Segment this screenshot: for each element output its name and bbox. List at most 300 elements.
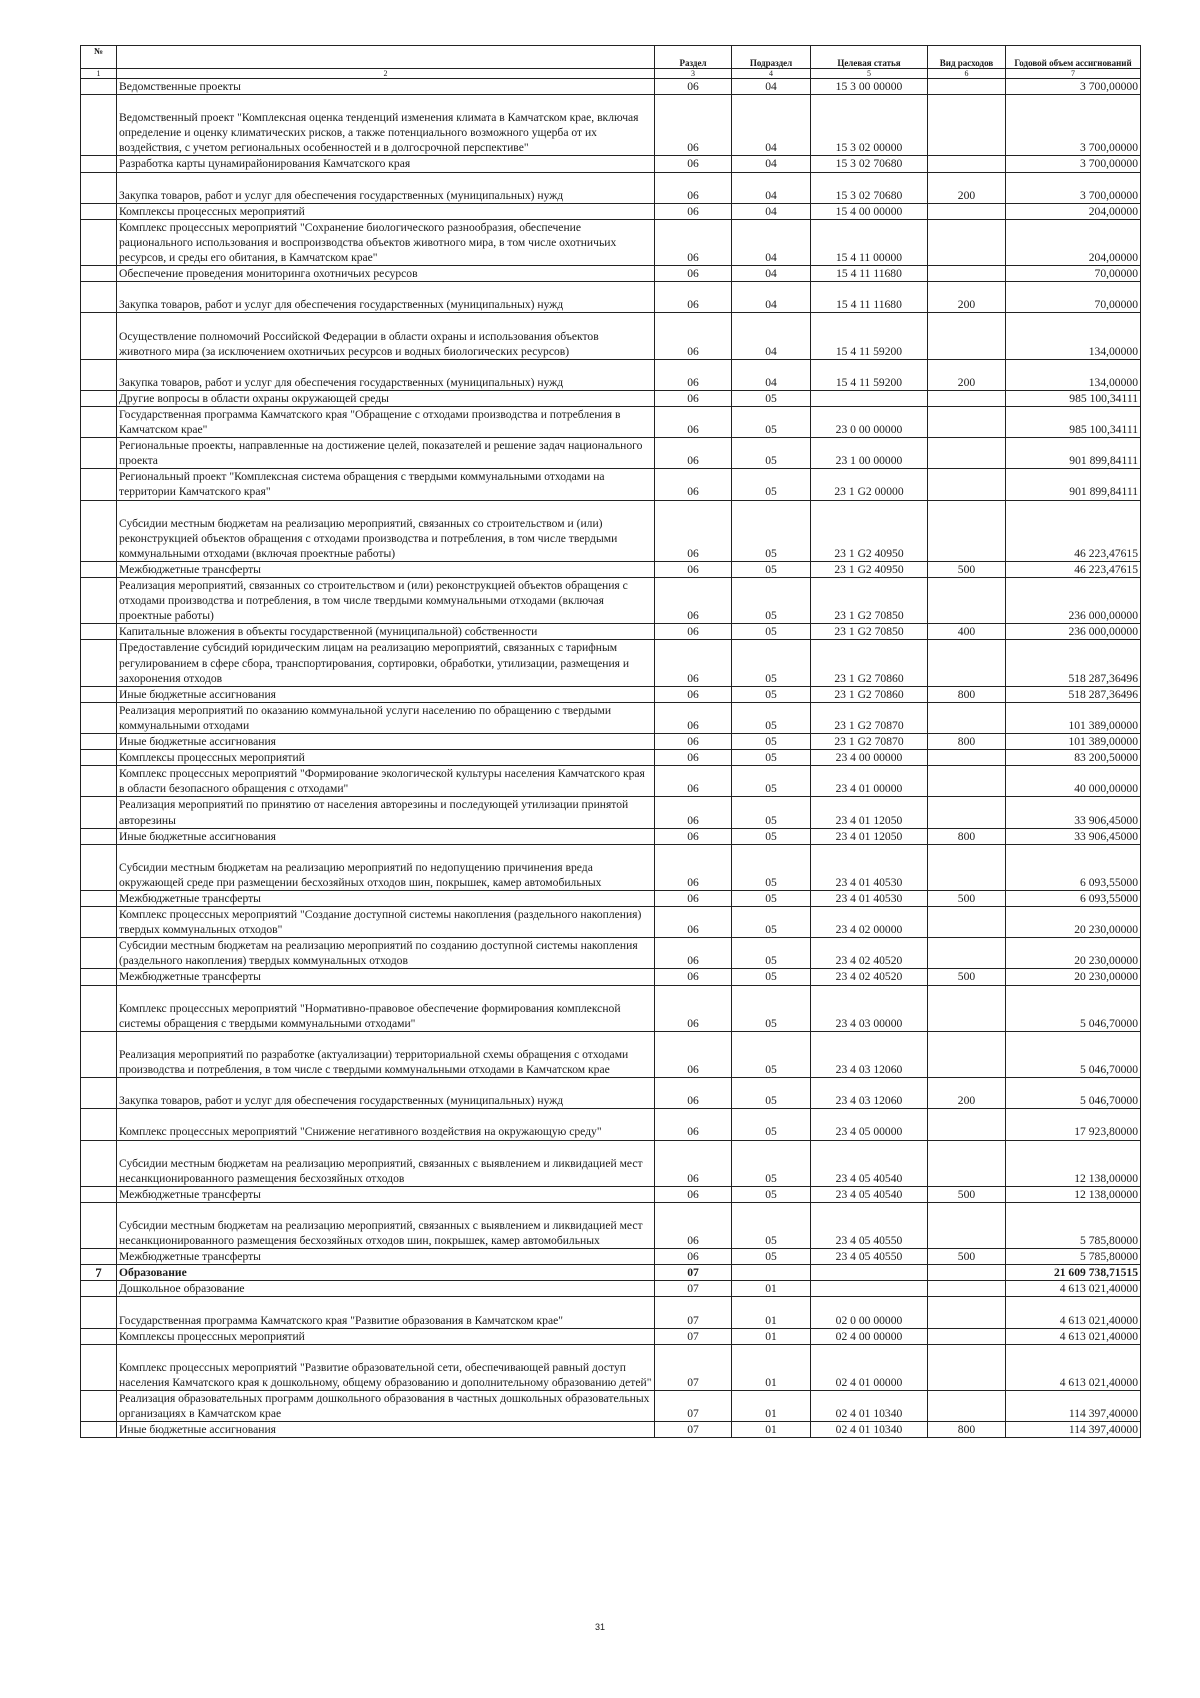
row-amount: 4 613 021,40000: [1006, 1344, 1141, 1390]
row-razdel: 07: [655, 1297, 732, 1328]
row-name: Комплексы процессных мероприятий: [117, 203, 655, 219]
header-index-3: 3: [655, 69, 732, 79]
row-podrazdel: 04: [732, 266, 811, 282]
row-target-article: 23 4 03 00000: [811, 985, 928, 1031]
row-podrazdel: 05: [732, 828, 811, 844]
table-row: [81, 359, 1141, 390]
row-razdel: 06: [655, 797, 732, 828]
row-name: Иные бюджетные ассигнования: [117, 828, 655, 844]
table-row: [81, 985, 1141, 1031]
row-razdel: 06: [655, 156, 732, 172]
row-number: [81, 313, 117, 359]
row-name: Иные бюджетные ассигнования: [117, 734, 655, 750]
table-row: [81, 79, 1141, 95]
row-number: [81, 359, 117, 390]
row-podrazdel: 01: [732, 1344, 811, 1390]
row-amount: 20 230,00000: [1006, 907, 1141, 938]
row-number: [81, 266, 117, 282]
table-row: [81, 282, 1141, 313]
row-target-article: 02 4 00 00000: [811, 1328, 928, 1344]
row-name: Комплекс процессных мероприятий "Развитие образовательной сети, обеспечивающей равный доступ населения Камчатского края к дошкольному, общему образованию и дополнительному образованию детей": [117, 1344, 655, 1390]
row-podrazdel: 01: [732, 1328, 811, 1344]
row-name: Субсидии местным бюджетам на реализацию мероприятий, связанных с выявлением и ликвидацией мест несанкционированного размещения бесхозяйных отходов: [117, 1140, 655, 1186]
row-razdel: 06: [655, 1109, 732, 1140]
row-expense-type: [928, 766, 1006, 797]
row-razdel: 07: [655, 1328, 732, 1344]
row-amount: 518 287,36496: [1006, 640, 1141, 686]
row-expense-type: [928, 844, 1006, 890]
row-number: [81, 219, 117, 265]
row-name: Государственная программа Камчатского края "Обращение с отходами производства и потребления в Камчатском крае": [117, 407, 655, 438]
row-podrazdel: 05: [732, 1202, 811, 1248]
row-name: Межбюджетные трансферты: [117, 1186, 655, 1202]
row-target-article: 02 4 01 10340: [811, 1422, 928, 1438]
table-row: [81, 844, 1141, 890]
row-name: Комплекс процессных мероприятий "Формирование экологической культуры населения Камчатского края в области безопасного обращения с отходами": [117, 766, 655, 797]
row-amount: 20 230,00000: [1006, 938, 1141, 969]
row-podrazdel: 05: [732, 1109, 811, 1140]
row-amount: 33 906,45000: [1006, 828, 1141, 844]
row-target-article: 23 4 03 12060: [811, 1031, 928, 1077]
row-target-article: 15 4 11 11680: [811, 266, 928, 282]
row-target-article: 23 4 05 40550: [811, 1202, 928, 1248]
row-amount: 12 138,00000: [1006, 1186, 1141, 1202]
row-target-article: 23 4 05 40550: [811, 1249, 928, 1265]
row-razdel: 06: [655, 890, 732, 906]
row-number: [81, 890, 117, 906]
row-amount: 4 613 021,40000: [1006, 1281, 1141, 1297]
row-amount: 901 899,84111: [1006, 469, 1141, 500]
row-podrazdel: 01: [732, 1391, 811, 1422]
row-name: Иные бюджетные ассигнования: [117, 686, 655, 702]
row-name: Реализация мероприятий, связанных со строительством и (или) реконструкцией объектов обращения с отходами производства и потребления, в том числе твердыми коммунальными отходами (включая проектные работы): [117, 578, 655, 624]
row-razdel: 06: [655, 766, 732, 797]
row-podrazdel: 05: [732, 907, 811, 938]
row-amount: 3 700,00000: [1006, 172, 1141, 203]
row-podrazdel: 04: [732, 95, 811, 156]
row-name: Обеспечение проведения мониторинга охотничьих ресурсов: [117, 266, 655, 282]
row-razdel: 06: [655, 734, 732, 750]
row-name: Другие вопросы в области охраны окружающей среды: [117, 390, 655, 406]
row-razdel: 06: [655, 79, 732, 95]
row-number: [81, 1202, 117, 1248]
row-target-article: 23 1 G2 00000: [811, 469, 928, 500]
row-amount: 3 700,00000: [1006, 156, 1141, 172]
row-amount: 985 100,34111: [1006, 407, 1141, 438]
table-row: [81, 172, 1141, 203]
row-number: [81, 1281, 117, 1297]
header-expense-type: Вид расходов: [928, 46, 1006, 69]
row-number: [81, 1249, 117, 1265]
row-expense-type: [928, 1140, 1006, 1186]
row-amount: 134,00000: [1006, 359, 1141, 390]
row-podrazdel: 01: [732, 1281, 811, 1297]
row-razdel: 06: [655, 172, 732, 203]
row-amount: 5 046,70000: [1006, 1031, 1141, 1077]
row-podrazdel: 04: [732, 219, 811, 265]
row-number: [81, 907, 117, 938]
row-target-article: 23 4 01 40530: [811, 890, 928, 906]
row-expense-type: [928, 1328, 1006, 1344]
row-podrazdel: 05: [732, 578, 811, 624]
header-number-row: [81, 69, 1141, 79]
row-number: [81, 702, 117, 733]
row-razdel: 06: [655, 828, 732, 844]
row-name: Межбюджетные трансферты: [117, 890, 655, 906]
row-name: Комплекс процессных мероприятий "Снижение негативного воздействия на окружающую среду": [117, 1109, 655, 1140]
row-expense-type: 500: [928, 1186, 1006, 1202]
row-podrazdel: 05: [732, 1140, 811, 1186]
row-target-article: 23 1 G2 40950: [811, 500, 928, 561]
row-amount: 6 093,55000: [1006, 844, 1141, 890]
row-name: Предоставление субсидий юридическим лицам на реализацию мероприятий, связанных с тарифным регулированием в сфере сбора, транспортирования, сортировки, обработки, утилизации, размещения и захоронения отходов: [117, 640, 655, 686]
row-expense-type: [928, 907, 1006, 938]
row-podrazdel: 05: [732, 1249, 811, 1265]
row-podrazdel: 04: [732, 172, 811, 203]
row-expense-type: [928, 1297, 1006, 1328]
row-number: [81, 1297, 117, 1328]
row-number: [81, 640, 117, 686]
row-target-article: 15 3 02 00000: [811, 95, 928, 156]
row-podrazdel: 05: [732, 766, 811, 797]
row-name: Межбюджетные трансферты: [117, 1249, 655, 1265]
row-number: [81, 469, 117, 500]
row-expense-type: [928, 1344, 1006, 1390]
row-amount: 12 138,00000: [1006, 1140, 1141, 1186]
row-podrazdel: 05: [732, 686, 811, 702]
row-number: [81, 1391, 117, 1422]
header-index-2: 2: [117, 69, 655, 79]
row-name: Иные бюджетные ассигнования: [117, 1422, 655, 1438]
row-name: Реализация мероприятий по разработке (актуализации) территориальной схемы обращения с отходами производства и потребления, в том числе с твердыми коммунальными отходами в Камчатском крае: [117, 1031, 655, 1077]
table-row: [81, 969, 1141, 985]
row-amount: 20 230,00000: [1006, 969, 1141, 985]
row-podrazdel: 05: [732, 469, 811, 500]
row-name: Реализация мероприятий по оказанию коммунальной услуги населению по обращению с твердыми коммунальными отходами: [117, 702, 655, 733]
row-podrazdel: 01: [732, 1422, 811, 1438]
row-target-article: 23 1 G2 40950: [811, 561, 928, 577]
row-number: [81, 766, 117, 797]
row-expense-type: [928, 95, 1006, 156]
row-number: [81, 282, 117, 313]
row-number: [81, 1328, 117, 1344]
row-target-article: 23 1 00 00000: [811, 438, 928, 469]
row-razdel: 07: [655, 1344, 732, 1390]
row-razdel: 06: [655, 985, 732, 1031]
table-row: [81, 407, 1141, 438]
row-razdel: 06: [655, 702, 732, 733]
row-amount: 3 700,00000: [1006, 79, 1141, 95]
table-row: [81, 390, 1141, 406]
row-name: Образование: [117, 1265, 655, 1281]
row-number: [81, 79, 117, 95]
row-expense-type: [928, 79, 1006, 95]
row-podrazdel: [732, 1265, 811, 1281]
row-podrazdel: 04: [732, 79, 811, 95]
row-razdel: 06: [655, 1186, 732, 1202]
row-target-article: 23 4 05 40540: [811, 1186, 928, 1202]
row-name: Комплекс процессных мероприятий "Нормативно-правовое обеспечение формирования комплексной системы обращения с твердыми коммунальными отходами": [117, 985, 655, 1031]
header-name: [117, 46, 655, 69]
table-row: [81, 766, 1141, 797]
row-razdel: 06: [655, 561, 732, 577]
row-razdel: 06: [655, 219, 732, 265]
row-razdel: 06: [655, 844, 732, 890]
table-row: [81, 1281, 1141, 1297]
row-target-article: 23 4 01 40530: [811, 844, 928, 890]
row-number: [81, 985, 117, 1031]
row-target-article: 15 3 00 00000: [811, 79, 928, 95]
row-amount: 236 000,00000: [1006, 578, 1141, 624]
row-expense-type: 200: [928, 359, 1006, 390]
row-name: Субсидии местным бюджетам на реализацию мероприятий, связанных с выявлением и ликвидацией мест несанкционированного размещения бесхозяйных отходов шин, покрышек, камер автомобильных: [117, 1202, 655, 1248]
row-razdel: 06: [655, 500, 732, 561]
row-razdel: 06: [655, 390, 732, 406]
row-target-article: 23 1 G2 70870: [811, 702, 928, 733]
row-target-article: 02 4 01 00000: [811, 1344, 928, 1390]
table-row: [81, 702, 1141, 733]
row-expense-type: 500: [928, 561, 1006, 577]
row-razdel: 06: [655, 938, 732, 969]
row-razdel: 06: [655, 1031, 732, 1077]
table-row: [81, 203, 1141, 219]
row-number: [81, 797, 117, 828]
table-row: [81, 890, 1141, 906]
row-target-article: 02 0 00 00000: [811, 1297, 928, 1328]
row-expense-type: 800: [928, 686, 1006, 702]
row-number: [81, 828, 117, 844]
row-razdel: 07: [655, 1281, 732, 1297]
row-expense-type: [928, 938, 1006, 969]
row-number: [81, 95, 117, 156]
row-razdel: 06: [655, 95, 732, 156]
row-amount: 40 000,00000: [1006, 766, 1141, 797]
row-razdel: 06: [655, 313, 732, 359]
row-expense-type: [928, 1265, 1006, 1281]
row-target-article: 23 4 01 12050: [811, 828, 928, 844]
table-row: [81, 828, 1141, 844]
row-amount: 236 000,00000: [1006, 624, 1141, 640]
row-expense-type: 500: [928, 890, 1006, 906]
row-podrazdel: 05: [732, 624, 811, 640]
row-podrazdel: 05: [732, 797, 811, 828]
row-target-article: 15 4 11 00000: [811, 219, 928, 265]
row-expense-type: 500: [928, 1249, 1006, 1265]
header-target-article: Целевая статья: [811, 46, 928, 69]
row-amount: 83 200,50000: [1006, 750, 1141, 766]
row-number: [81, 438, 117, 469]
row-amount: 5 785,80000: [1006, 1249, 1141, 1265]
row-amount: 101 389,00000: [1006, 734, 1141, 750]
table-row: [81, 907, 1141, 938]
budget-sheet: [80, 45, 1141, 1438]
row-number: [81, 844, 117, 890]
row-number: [81, 624, 117, 640]
row-razdel: 06: [655, 969, 732, 985]
row-amount: 33 906,45000: [1006, 797, 1141, 828]
table-row: [81, 1202, 1141, 1248]
page-number: 31: [594, 1622, 605, 1632]
row-razdel: 06: [655, 282, 732, 313]
header-razdel: Раздел: [655, 46, 732, 69]
row-amount: 17 923,80000: [1006, 1109, 1141, 1140]
row-amount: 204,00000: [1006, 203, 1141, 219]
row-razdel: 06: [655, 1078, 732, 1109]
row-number: [81, 969, 117, 985]
row-amount: 114 397,40000: [1006, 1391, 1141, 1422]
row-razdel: 06: [655, 359, 732, 390]
row-target-article: 02 4 01 10340: [811, 1391, 928, 1422]
row-amount: 5 046,70000: [1006, 985, 1141, 1031]
row-target-article: 23 4 01 00000: [811, 766, 928, 797]
row-name: Комплексы процессных мероприятий: [117, 1328, 655, 1344]
row-razdel: 06: [655, 469, 732, 500]
row-expense-type: [928, 578, 1006, 624]
row-podrazdel: 05: [732, 1078, 811, 1109]
row-number: [81, 578, 117, 624]
row-number: 7: [81, 1265, 117, 1281]
row-expense-type: [928, 500, 1006, 561]
table-row: [81, 1186, 1141, 1202]
row-name: Реализация мероприятий по принятию от населения авторезины и последующей утилизации принятой авторезины: [117, 797, 655, 828]
row-name: Региональные проекты, направленные на достижение целей, показателей и решение задач национального проекта: [117, 438, 655, 469]
row-name: Субсидии местным бюджетам на реализацию мероприятий по недопущению причинения вреда окружающей среде при размещении бесхозяйных отходов шин, покрышек, камер автомобильных: [117, 844, 655, 890]
row-target-article: 23 4 01 12050: [811, 797, 928, 828]
row-target-article: 23 1 G2 70850: [811, 624, 928, 640]
row-podrazdel: 05: [732, 890, 811, 906]
row-amount: 4 613 021,40000: [1006, 1328, 1141, 1344]
table-row: [81, 1422, 1141, 1438]
row-expense-type: [928, 1031, 1006, 1077]
row-expense-type: [928, 407, 1006, 438]
row-expense-type: [928, 702, 1006, 733]
row-number: [81, 938, 117, 969]
row-amount: 21 609 738,71515: [1006, 1265, 1141, 1281]
row-razdel: 06: [655, 624, 732, 640]
row-expense-type: [928, 203, 1006, 219]
row-name: Реализация образовательных программ дошкольного образования в частных дошкольных образовательных организациях в Камчатском крае: [117, 1391, 655, 1422]
row-number: [81, 1140, 117, 1186]
row-expense-type: [928, 390, 1006, 406]
row-target-article: 23 1 G2 70860: [811, 640, 928, 686]
row-name: Государственная программа Камчатского края "Развитие образования в Камчатском крае": [117, 1297, 655, 1328]
row-name: Комплекс процессных мероприятий "Создание доступной системы накопления (раздельного накопления) твердых коммунальных отходов": [117, 907, 655, 938]
row-amount: 46 223,47615: [1006, 500, 1141, 561]
row-razdel: 06: [655, 1140, 732, 1186]
row-razdel: 06: [655, 203, 732, 219]
header-index-6: 6: [928, 69, 1006, 79]
row-podrazdel: 05: [732, 750, 811, 766]
row-razdel: 06: [655, 907, 732, 938]
row-podrazdel: 05: [732, 640, 811, 686]
row-podrazdel: 04: [732, 313, 811, 359]
row-podrazdel: 04: [732, 359, 811, 390]
row-expense-type: [928, 797, 1006, 828]
table-row: [81, 438, 1141, 469]
row-razdel: 06: [655, 1249, 732, 1265]
row-expense-type: [928, 156, 1006, 172]
table-row: [81, 1297, 1141, 1328]
row-target-article: 23 1 G2 70860: [811, 686, 928, 702]
row-expense-type: 500: [928, 969, 1006, 985]
row-expense-type: 200: [928, 172, 1006, 203]
row-amount: 70,00000: [1006, 266, 1141, 282]
row-razdel: 07: [655, 1391, 732, 1422]
table-row: [81, 734, 1141, 750]
row-number: [81, 500, 117, 561]
row-podrazdel: 01: [732, 1297, 811, 1328]
row-podrazdel: 05: [732, 500, 811, 561]
row-name: Капитальные вложения в объекты государственной (муниципальной) собственности: [117, 624, 655, 640]
row-razdel: 06: [655, 686, 732, 702]
row-razdel: 06: [655, 578, 732, 624]
row-expense-type: 800: [928, 828, 1006, 844]
table-row: [81, 469, 1141, 500]
row-amount: 134,00000: [1006, 313, 1141, 359]
table-row: [81, 1078, 1141, 1109]
row-razdel: 06: [655, 640, 732, 686]
row-razdel: 06: [655, 407, 732, 438]
row-amount: 46 223,47615: [1006, 561, 1141, 577]
row-number: [81, 172, 117, 203]
row-razdel: 07: [655, 1422, 732, 1438]
row-amount: 204,00000: [1006, 219, 1141, 265]
row-target-article: 15 4 00 00000: [811, 203, 928, 219]
budget-table: [80, 45, 1141, 1438]
row-name: Разработка карты цунамирайонирования Камчатского края: [117, 156, 655, 172]
row-number: [81, 156, 117, 172]
row-podrazdel: 05: [732, 438, 811, 469]
row-name: Ведомственные проекты: [117, 79, 655, 95]
row-amount: 985 100,34111: [1006, 390, 1141, 406]
row-podrazdel: 05: [732, 938, 811, 969]
row-razdel: 06: [655, 438, 732, 469]
table-row: [81, 578, 1141, 624]
row-number: [81, 203, 117, 219]
row-target-article: 23 4 02 40520: [811, 969, 928, 985]
row-expense-type: [928, 313, 1006, 359]
row-target-article: 23 4 00 00000: [811, 750, 928, 766]
row-amount: 70,00000: [1006, 282, 1141, 313]
row-name: Субсидии местным бюджетам на реализацию мероприятий по созданию доступной системы накопления (раздельного накопления) твердых коммунальных отходов: [117, 938, 655, 969]
row-expense-type: [928, 438, 1006, 469]
header-index-7: 7: [1006, 69, 1141, 79]
row-expense-type: 200: [928, 1078, 1006, 1109]
row-target-article: 15 4 11 59200: [811, 313, 928, 359]
row-amount: 518 287,36496: [1006, 686, 1141, 702]
table-row: [81, 1109, 1141, 1140]
row-podrazdel: 05: [732, 702, 811, 733]
row-expense-type: 800: [928, 1422, 1006, 1438]
row-expense-type: [928, 469, 1006, 500]
row-podrazdel: 04: [732, 282, 811, 313]
row-podrazdel: 05: [732, 734, 811, 750]
table-row: [81, 686, 1141, 702]
row-target-article: 23 4 02 00000: [811, 907, 928, 938]
row-podrazdel: 04: [732, 203, 811, 219]
row-podrazdel: 05: [732, 390, 811, 406]
row-target-article: 23 4 05 00000: [811, 1109, 928, 1140]
table-body: [81, 79, 1141, 1438]
row-amount: 6 093,55000: [1006, 890, 1141, 906]
header-row: [81, 46, 1141, 69]
table-row: [81, 1265, 1141, 1281]
row-expense-type: 400: [928, 624, 1006, 640]
row-number: [81, 1031, 117, 1077]
header-podrazdel: Подраздел: [732, 46, 811, 69]
row-number: [81, 561, 117, 577]
row-expense-type: [928, 1281, 1006, 1297]
